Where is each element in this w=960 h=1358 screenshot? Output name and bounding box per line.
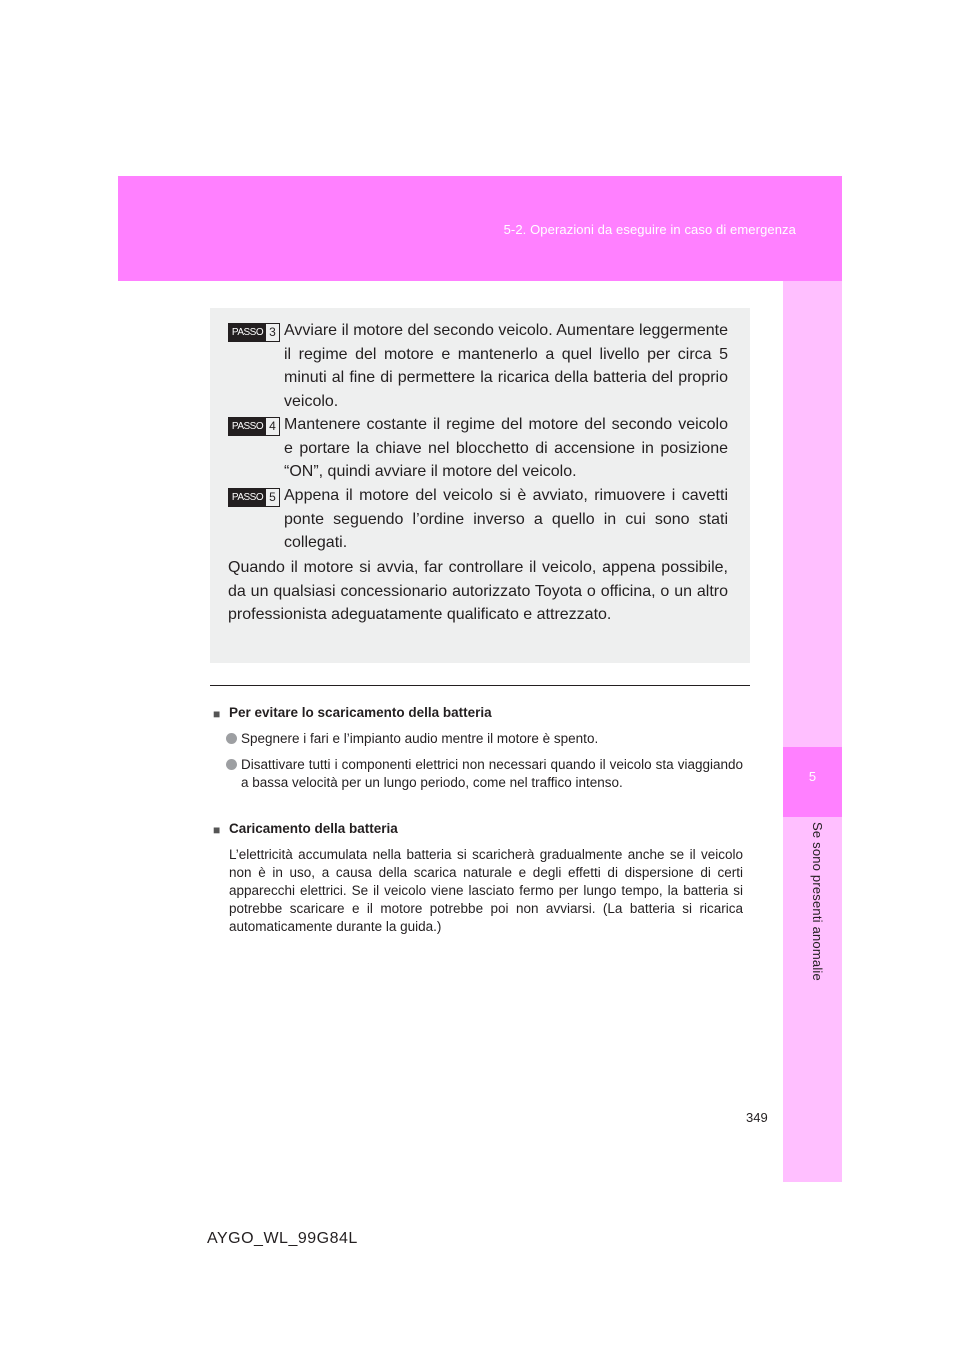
chapter-number: 5 <box>808 769 817 784</box>
section-heading-text: Per evitare lo scaricamento della batteria <box>229 705 492 720</box>
step-badge-number: 4 <box>266 418 279 435</box>
list-item-text: Disattivare tutti i componenti elettrici non necessari quando il veicolo sta viaggiando a bassa velocità per un lungo periodo, come nel traffico intenso. <box>241 757 743 790</box>
step-5 <box>228 484 728 555</box>
page-number: 349 <box>746 1110 768 1125</box>
chapter-title: Se sono presenti anomalie <box>810 822 825 981</box>
header-band <box>118 176 842 281</box>
steps-box <box>210 308 750 663</box>
step-badge-number: 3 <box>266 324 279 341</box>
square-bullet-icon: ■ <box>213 707 221 721</box>
circle-bullet-icon <box>226 759 237 770</box>
section-heading <box>213 820 743 838</box>
section-title: 5-2. Operazioni da eseguire in caso di emergenza <box>503 222 796 237</box>
step-badge <box>228 488 280 507</box>
step-4 <box>228 413 728 484</box>
service-note: Quando il motore si avvia, far controllare il veicolo, appena possibile, da un qualsiasi concessionario autorizzato Toyota o officina, o un altro professionista adeguatamente qualificato e attrezzato. <box>228 559 728 623</box>
step-text: Mantenere costante il regime del motore del secondo veicolo e portare la chiave nel blocchetto di accensione in posizione “ON”, quindi avviare il motore del veicolo. <box>284 416 728 480</box>
chapter-tab[interactable] <box>783 747 842 817</box>
section-divider <box>210 685 750 686</box>
step-badge <box>228 323 280 342</box>
section-paragraph: L’elettricità accumulata nella batteria si scaricherà gradualmente anche se il veicolo non è in uso, a causa della scarica naturale e degli effetti di dispersione di certi apparecchi elettrici. Se il veicolo viene lasciato fermo per lungo tempo, la batteria si potrebbe scaricare e il motore potrebbe poi non avviarsi. (La batteria si ricarica automaticamente durante la guida.) <box>229 847 743 934</box>
square-bullet-icon: ■ <box>213 823 221 837</box>
document-code: AYGO_WL_99G84L <box>207 1230 358 1247</box>
step-badge <box>228 417 280 436</box>
circle-bullet-icon <box>226 733 237 744</box>
step-badge-number: 5 <box>266 489 279 506</box>
step-badge-label: PASSO <box>231 492 264 503</box>
step-3 <box>228 319 728 413</box>
step-text: Appena il motore del veicolo si è avviato, rimuovere i cavetti ponte seguendo l’ordine inverso a quello in cui sono stati collegati. <box>284 487 728 551</box>
section-heading-text: Caricamento della batteria <box>229 821 398 836</box>
list-item <box>213 730 743 748</box>
section-battery-charging <box>213 820 743 936</box>
section-battery-drain <box>213 704 743 792</box>
list-item-text: Spegnere i fari e l’impianto audio mentre il motore è spento. <box>241 731 599 746</box>
step-badge-label: PASSO <box>231 421 264 432</box>
chapter-side-strip <box>783 281 842 1182</box>
step-badge-label: PASSO <box>231 327 264 338</box>
section-heading <box>213 704 743 722</box>
step-text: Avviare il motore del secondo veicolo. Aumentare leggermente il regime del motore e mantenerlo a quel livello per circa 5 minuti al fine di permettere la ricarica della batteria del proprio veicolo. <box>284 322 728 410</box>
list-item <box>213 756 743 792</box>
